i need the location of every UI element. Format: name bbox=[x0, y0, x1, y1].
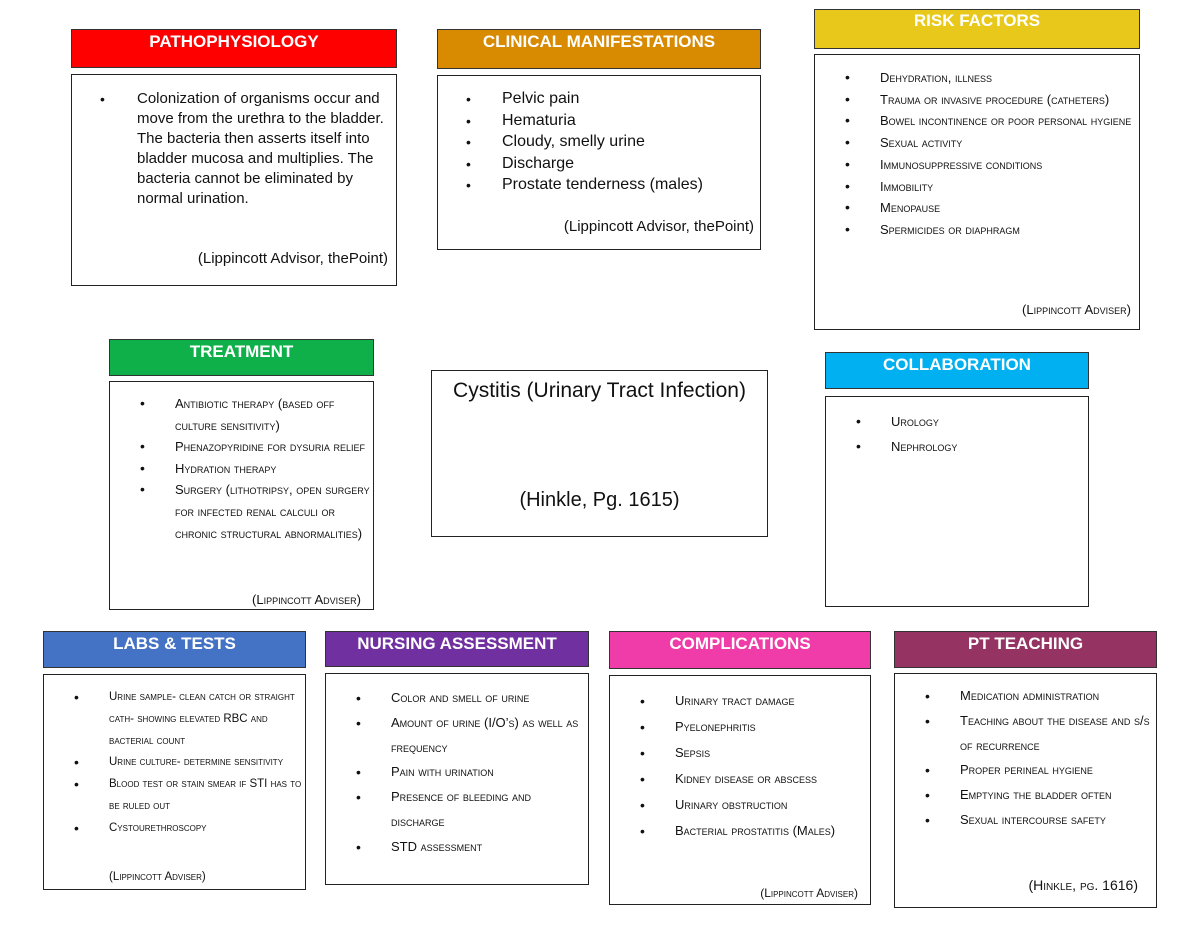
complications-box bbox=[609, 675, 871, 905]
risk-factors-citation: (Lippincott Adviser) bbox=[1022, 302, 1131, 317]
list-item: • Surgery (lithotripsy, open surgery for infected renal calculi or chronic structural abnormalities) bbox=[175, 479, 375, 544]
labs-tests-header: LABS & TESTS bbox=[43, 631, 306, 668]
list-item: • STD assessment bbox=[391, 835, 581, 860]
list-item: • Proper perineal hygiene bbox=[960, 758, 1150, 783]
list-item: • Trauma or invasive procedure (catheters) bbox=[880, 89, 1140, 111]
clinical-manifestations-header: CLINICAL MANIFESTATIONS bbox=[437, 29, 761, 69]
list-item: • Pain with urination bbox=[391, 760, 581, 785]
list-item: • Prostate tenderness (males) bbox=[502, 174, 703, 196]
list-item: • Nephrology bbox=[891, 434, 957, 459]
list-item: • Urinary obstruction bbox=[675, 792, 875, 818]
list-item: • Bowel incontinence or poor personal hygiene bbox=[880, 110, 1140, 132]
list-item: • Spermicides or diaphragm bbox=[880, 219, 1140, 241]
central-topic-citation: (Hinkle, Pg. 1615) bbox=[519, 489, 680, 511]
pt-teaching-citation: (Hinkle, pg. 1616) bbox=[1028, 877, 1138, 893]
pathophysiology-list bbox=[137, 89, 387, 209]
treatment-list bbox=[175, 393, 375, 544]
list-item: • Colonization of organisms occur and move from the urethra to the bladder. The bacteria then asserts itself into bladder mucosa and multiplies. The bacteria cannot be eliminated by normal urination. bbox=[137, 89, 387, 209]
list-item: • Blood test or stain smear if STI has to be ruled out bbox=[109, 774, 314, 818]
collaboration-header: COLLABORATION bbox=[825, 352, 1089, 389]
treatment-citation: (Lippincott Adviser) bbox=[252, 592, 361, 607]
nursing-assessment-list bbox=[391, 686, 581, 860]
list-item: • Teaching about the disease and s/s of recurrence bbox=[960, 709, 1150, 759]
list-item: • Medication administration bbox=[960, 684, 1150, 709]
complications-list bbox=[675, 688, 875, 844]
list-item: • Urine sample- clean catch or straight cath- showing elevated RBC and bacterial count bbox=[109, 687, 314, 752]
pt-teaching-header: PT TEACHING bbox=[894, 631, 1157, 668]
pathophysiology-citation: (Lippincott Advisor, thePoint) bbox=[197, 250, 388, 267]
list-item: • Phenazopyridine for dysuria relief bbox=[175, 436, 375, 458]
list-item: • Dehydration, illness bbox=[880, 67, 1140, 89]
list-item: • Sexual activity bbox=[880, 132, 1140, 154]
list-item: • Emptying the bladder often bbox=[960, 783, 1150, 808]
central-topic-title: Cystitis (Urinary Tract Infection) bbox=[453, 379, 746, 402]
nursing-assessment-box bbox=[325, 673, 589, 885]
clinical-manifestations-box bbox=[437, 75, 761, 250]
labs-tests-list bbox=[109, 687, 314, 840]
pt-teaching-list bbox=[960, 684, 1150, 833]
list-item: • Immobility bbox=[880, 176, 1140, 198]
clinical-manifestations-citation: (Lippincott Advisor, thePoint) bbox=[563, 218, 754, 235]
list-item: • Pyelonephritis bbox=[675, 714, 875, 740]
list-item: • Presence of bleeding and discharge bbox=[391, 785, 581, 835]
list-item: • Urology bbox=[891, 409, 957, 434]
risk-factors-box bbox=[814, 54, 1140, 330]
list-item: • Urinary tract damage bbox=[675, 688, 875, 714]
collaboration-list bbox=[891, 409, 957, 459]
list-item: • Sepsis bbox=[675, 740, 875, 766]
treatment-box bbox=[109, 381, 374, 610]
pathophysiology-box bbox=[71, 74, 397, 286]
list-item: • Hematuria bbox=[502, 110, 703, 132]
list-item: • Kidney disease or abscess bbox=[675, 766, 875, 792]
list-item: • Bacterial prostatitis (Males) bbox=[675, 818, 875, 844]
clinical-manifestations-list bbox=[502, 88, 703, 196]
list-item: • Cloudy, smelly urine bbox=[502, 131, 703, 153]
list-item: • Color and smell of urine bbox=[391, 686, 581, 711]
pt-teaching-box bbox=[894, 673, 1157, 908]
central-topic-box bbox=[431, 370, 768, 537]
risk-factors-list bbox=[880, 67, 1140, 241]
list-item: • Pelvic pain bbox=[502, 88, 703, 110]
labs-tests-box bbox=[43, 674, 306, 890]
list-item: • Amount of urine (I/O’s) as well as frequency bbox=[391, 711, 581, 761]
collaboration-box bbox=[825, 396, 1089, 607]
complications-header: COMPLICATIONS bbox=[609, 631, 871, 669]
pathophysiology-header: PATHOPHYSIOLOGY bbox=[71, 29, 397, 68]
nursing-assessment-header: NURSING ASSESSMENT bbox=[325, 631, 589, 667]
complications-citation: (Lippincott Adviser) bbox=[760, 886, 858, 900]
list-item: • Antibiotic therapy (based off culture sensitivity) bbox=[175, 393, 375, 436]
list-item: • Cystourethroscopy bbox=[109, 818, 314, 840]
labs-tests-citation: (Lippincott Adviser) bbox=[109, 871, 206, 883]
risk-factors-header: RISK FACTORS bbox=[814, 9, 1140, 49]
list-item: • Sexual intercourse safety bbox=[960, 808, 1150, 833]
list-item: • Hydration therapy bbox=[175, 458, 375, 480]
list-item: • Urine culture- determine sensitivity bbox=[109, 752, 314, 774]
list-item: • Discharge bbox=[502, 153, 703, 175]
treatment-header: TREATMENT bbox=[109, 339, 374, 376]
list-item: • Menopause bbox=[880, 197, 1140, 219]
list-item: • Immunosuppressive conditions bbox=[880, 154, 1140, 176]
